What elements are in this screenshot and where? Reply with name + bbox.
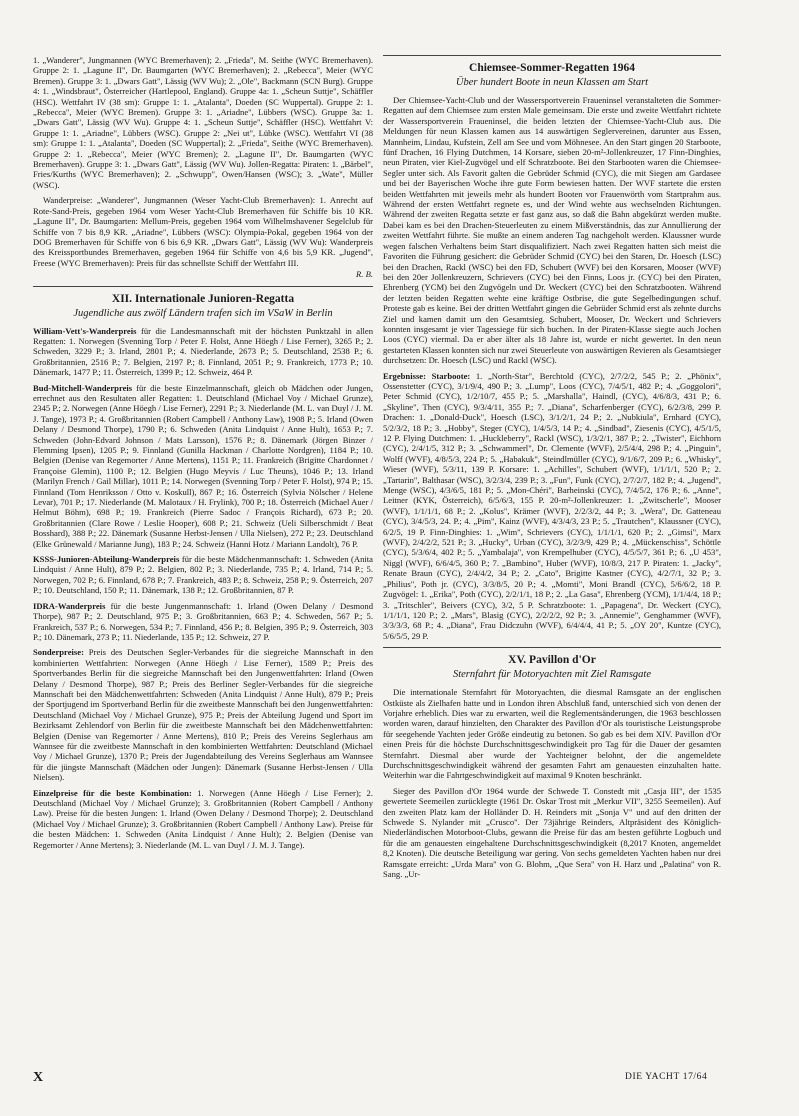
ksss-wanderpreis-paragraph (33, 554, 373, 596)
chiemsee-report-paragraph: Der Chiemsee-Yacht-Club und der Wassersportverein Fraueninsel veranstalteten die Sommer-Regatten auf dem Chiemsee zum ersten Male gemeinsam. Die erste und zweite Wettfahrt richtete der Wassersportverein Fraueninsel, die beiden letzten der Chiemsee-Yacht-Club aus. Die Meldungen für neun Klassen kamen aus 14 auswärtigen Seglervereinen, darunter aus Essen, Mannheim, Lindau, Kufstein, Zell am See und vom Möhnesee. An den Start gingen 20 Starboote, fünf Drachen, 16 Flying Dutchmen, 14 Korsare, sieben 20-m²-Jollenkreuzer, 17 Finn-Dinghies, neun Piraten, vier Kiel-Zugvögel und elf Schratzboote. Bei den Starbooten waren die Chiemsee-Segler unter sich. Als Favorit galten die Gebrüder Schmid (CYC), die mit Siegen am Gardasee und bei der Bayerischen Woche ihre gute Form bewiesen hatten. Der WVF startete die ersten beiden Wettfahrten mit jeweils mehr als hundert Booten vor Frauenwörth vom Startprahm aus. Während der ersten Wettfahrt regnete es, und der Wind wehte aus wechselnden Richtungen. Während der zweiten Regatta setzte er fast ganz aus, so daß die Bahn abgekürzt werden mußte. Dabei kam es bei den Drachen-Steuerleuten zu einem Mißverständnis, das zur Annullierung der zweiten Wettfahrt führte. Sie mußte an einem anderen Tag nachgeholt werden. Klaussner wurde wegen falschen Verhaltens beim Start disqualifiziert. Nach zwei Regatten hatten sich meist die Favoriten die Führung gesichert: die Gebrüder Schmid (CYC) bei den Staren, Dr. Hoesch (LSC) bei den Drachen, Rackl (WSC) bei den FD, Schubert (WVF) bei den Korsaren, Mooser (WVF) bei den 20er Jollenkreuzern, Schrievers (CYC) bei den Finns, Loos jr. (CYC) bei den Piraten, Ehrenberg (YCM) bei den Zugvögeln und Dr. Weckert (CYC) bei den Schratzbooten. Während der letzten beiden Regatten wehte eine kräftige Ostbrise, die gute Segelbedingungen schuf. Proteste gab es keine. Bei der dritten Wettfahrt gingen die Gebrüder Schmid erst als zehnte durchs Ziel und kamen damit um den Gesamtsieg. Schubert, Mooser, Dr. Weckert und Schrievers konnten insgesamt je vier Tagessiege für sich buchen. In der Piraten-Klasse siegte auch Jochen Loos (CYC) viermal. Da er aber älter als 18 Jahre ist, wurde er nicht gewertet. In den neun gestarteten Klassen konnten sich nur zwei Steuerleute von auswärtigen Revieren als Gesamtsieger durchsetzen: Dr. Hoesch (LSC) und Rackl (WSC). (383, 95, 721, 366)
idra-wanderpreis-paragraph (33, 601, 373, 643)
ergebnisse-label: Ergebnisse: Starboote: (383, 370, 471, 381)
section-title-pavillon: XV. Pavillon d'Or (508, 654, 596, 667)
sonderpreise-paragraph (33, 647, 373, 782)
vett-text: für die Landesmannschaft mit der höchsten Punktzahl in allen Regatten: 1. Norwegen (Svenning Torp / Peter F. Holst, Anne Höegh / Lise Ferner), 3265 P.; 2. Schweden, 3229 P.; 3. Irland, 2801 P.; 4. Niederlande, 2673 P.; 5. Deutschland, 2538 P.; 6. Großbritannien, 2516 P.; 7. Belgien, 2197 P.; 8. Finnland, 2051 P.; 9. Frankreich, 1773 P.; 10. Dänemark, 1477 P.; 11. Österreich, 1399 P.; 12. Schweiz, 464 P. (33, 325, 373, 378)
section-divider (383, 55, 721, 56)
section-title-chiemsee: Chiemsee-Sommer-Regatten 1964 (469, 62, 635, 74)
author-initials: R. B. (356, 269, 373, 280)
chiemsee-results-paragraph (383, 371, 721, 642)
regatta-results-paragraph: 1. „Wanderer", Jungmannen (WYC Bremerhaven); 2. „Frieda", M. Seithe (WYC Bremerhaven). Gruppe 2: 1. „Lagune II", Dr. Baumgarten (WYC Bremerhaven); 2. „Rebecca", Meier (WYC Bremen). Gruppe 3: 1. „Dwars Gatt", Lässig (WV Wu); 2. „Ole", Backmann (SCN Burg). Gruppe 4: 1. „Windsbraut", Österreicher (Hartlepool, England). Gruppe 4a: 1. „Scheun Suttje", Schäffler (HSC). Wettfahrt IV (38 sm): Gruppe 1: 1. „Atalanta", Doeden (SC Wuppertal). Gruppe 2: 1. „Rebecca", Meier (WYC Bremen). Gruppe 3: 1. „Ariadne", Lübbers (WSC). Gruppe 3a: 1. „Dwars Gatt", Lässig (WV Wu). Gruppe 4: 1. „Scheun Suttje", Schäffler (HSC). Wettfahrt V: Gruppe 1: 1. „Ariadne", Lübbers (WSC). Gruppe 2: „Nei ut", Lübke (WSC). Wettfahrt VI (38 sm): Gruppe 1: 1. „Atalanta", Doeden (SC Wuppertal); 2. „Frieda", Seithe (WYC Bremerhaven). Gruppe 2: 1. „Rebecca", Meier (WYC Bremen); 2. „Lagune II", Dr. Baumgarten (WYC Bremerhaven). Gruppe 3: 1. „Dwars Gatt", Lässig (WV Wu). Jollen-Regatta: Piraten: 1. „Bärbel", Fries/Kurths (WYC Bremerhaven); 2. „Schwupp", Owen/Hansen (WSC); 3. „Wate", Müller (WSC). (33, 55, 373, 190)
ksss-label: KSSS-Junioren-Abteilung-Wanderpreis (33, 554, 180, 565)
idra-label: IDRA-Wanderpreis (33, 600, 106, 611)
section-title-junioren: XII. Internationale Junioren-Regatta (111, 292, 295, 305)
vett-wanderpreis-paragraph (33, 326, 373, 378)
wanderpreise-paragraph: Wanderpreise: „Wanderer", Jungmannen (Weser Yacht-Club Bremerhaven): 1. Anrecht auf Rote-Sand-Preis, gegeben 1964 vom Weser Yacht-Club Bremerhaven für Schiffe bis 10 KR. „Lagune II", Dr. Baumgarten: Mellum-Preis, gegeben 1964 vom Wilhelmshavener Segelclub für Schiffe von 7 bis 8,9 KR. „Ariadne", Lübbers (WSC): Olympia-Pokal, gegeben 1964 von der DOG Bremerhaven für Schiffe von 6 bis 6,9 KR. „Dwars Gatt", Lässig (WV Wu): Wanderpreis des Kreissportbundes Bremerhaven, gegeben 1964 für Schiffe von 4,6 bis 5,9 KR. „Jugend", Freese (WYC Bremerhaven): Preis für das schnellste Schiff der Wettfahrt III. (33, 195, 373, 268)
einzelpreise-label: Einzelpreise für die beste Kombination: (33, 787, 192, 798)
pavillon-intro-paragraph: Die internationale Sternfahrt für Motoryachten, die diesmal Ramsgate an der englischen Ostküste als Zielhafen hatte und in London ihren Abschluß fand, unterschied sich von denen der Vorjahre erheblich. Dies war zu erwarten, weil die Reglementsänderungen, die 1963 beschlossen worden waren, darauf hinzielten, den Charakter des Pavillon d'Or als touristische Leistungsprobe für seegehende Yachten jeder Größe eindeutig zu betonen. So gab es bei dem XIV. Pavillon d'Or einen Preis für die höchste Durchschnittsgeschwindigkeit pro Tag für die Dauer der gesamten Sternfahrt. Diesmal aber wurde der Yachteigner belohnt, der die angemeldete Durchschnittsgeschwindigkeit während der gesamten Fahrt am genauesten einzuhalten hatte. Weiterhin war die Fahrtgeschwindigkeit auf maximal 9 Knoten beschränkt. (383, 687, 721, 781)
section-divider (33, 286, 373, 287)
vett-label: William-Vett's-Wanderpreis (33, 325, 137, 336)
einzelpreise-text: 1. Norwegen (Anne Höegh / Lise Ferner); 2. Deutschland (Michael Voy / Michael Grunze); 3. Großbritannien (Robert Campbell / Anthony Law). Preise für die besten Jungen: 1. Irland (Owen Delany / Desmond Thorpe); 2. Deutschland (Michael Voy / Michael Grunze); 3. Großbritannien (Robert Campbell / Anthony Law). Preise für die besten Mädchen: 1. Schweden (Anita Lindquist / Anne Hult); 2. Belgien (Denise van Regemorter / Anne Mertens); 3. Niederlande (M. L. van Duyl / J. M. J. Tange). (33, 787, 373, 850)
page-number: X (33, 1070, 44, 1085)
ksss-text: für die beste Mädchenmannschaft: 1. Schweden (Anita Lindquist / Anne Hult), 879 P.; 2. Belgien, 802 P.; 3. Niederlande, 735 P.; 4. Irland, 714 P.; 5. Norwegen, 702 P.; 6. Finnland, 678 P.; 7. Frankreich, 483 P.; 8. Schweiz, 258 P.; 9. Österreich, 207 P.; 10. Deutschland, 150 P.; 11. Dänemark, 138 P.; 12. Großbritannien, 87 P. (33, 554, 373, 596)
section-subtitle-junioren: Jugendliche aus zwölf Ländern trafen sich im VSaW in Berlin (73, 307, 333, 319)
idra-text: für die beste Jungenmannschaft: 1. Irland (Owen Delany / Desmond Thorpe), 987 P.; 2. Deutschland, 975 P.; 3. Großbritannien, 663 P.; 4. Schweden, 567 P.; 5. Frankreich, 537 P.; 6. Norwegen, 534 P.; 7. Finnland, 456 P.; 8. Belgien, 395 P.; 9. Österreich, 303 P.; 10. Dänemark, 273 P.; 11. Niederlande, 135 P.; 12. Schweiz, 27 P. (33, 600, 373, 642)
ergebnisse-text: 1. „North-Star", Berchtold (CYC), 2/7/2/2, 545 P.; 2. „Phönix", Ossenstetter (CYC), 3/1/9/4, 490 P.; 3. „Lump", Loos (CYC), 7/4/5/1, 482 P.; 4. „Goggolori", Peter Schmid (CYC), 1/2/10/7, 455 P.; 5. „Marshalla", Haindl, (CYC), 4/6/8/3, 431 P.; 6. „Skyline", Then (CYC), 9/3/4/11, 355 P.; 7. „Diana", Scharfenberger (CYC), 6/2/3/8, 299 P. Drachen: 1. „Donald-Duck", Hoesch (LSC), 3/1/2/1, 24 P.; 2. „Nubkiula", Ernhard (CYC), 5/2/3/2, 18 P.; 3. „Hobby", Steger (CYC), 1/4/5/3, 14 P.; 4. „Sindbad", Ziesenis (CYC), 4/5/1/5, 12 P. Flying Dutchmen: 1. „Huckleberry", Rackl (WSC), 1/3/2/1, 387 P.; 2. „Twister", Eichhorn (CYC), 2/4/1/5, 312 P.; 3. „Schwammerl", Dr. Clemente (WVF), 2/5/4/4, 298 P.; 4. „Pinguin", Wolff (WVF), 4/8/5/3, 224 P.; 5. „Habakuk", Steindlmüller (CYC), 9/1/6/7, 209 P.; 6. „Whisky", Wieser (WVF), 5/3/11, 139 P. Korsare: 1. „Achilles", Schubert (WVF), 1/1/1/1, 520 P.; 2. „Tartarin", Balthasar (WSC), 3/2/3/4, 239 P.; 3. „Fun", Funk (CYC), 2/7/2/7, 182 P.; 4. „Jugend", Menge (WSC), 4/3/6/5, 181 P.; 5. „Mon-Chéri", Barheinski (CYC), 7/4/5/2, 176 P.; 6. „Anne", Leitner (KYK, Österreich), 6/5/6/3, 155 P. 20-m²-Jollenkreuzer: 1. „Zwitscherle", Mooser (WVF), 1/1/1/1, 68 P.; 2. „Kolus", Krämer (WVF), 2/2/3/2, 44 P.; 3. „Wera", Dr. Gatteneau (CYC), 3/4/5/3, 24. P.; 4. „Pim", Kainz (WVF), 4/3/4/3, 23 P.; 5. „Trautchen", Klaussner (CYC), 6/2/5, 19 P. Finn-Dinghies: 1. „Wim", Schrievers (CYC), 1/1/1/1, 620 P.; 2. „Gimsi", Marx (WVF), 2/4/2/2, 521 P.; 3. „Hucky", Urban (CYC), 3/2/3/9, 429 P.; 4. „Mückenschiss", Schöttle (CYC), 5/3/6/4, 402 P.; 5. „Yambalaja", von Krempelhuber (CYC), 4/5/5/7, 361 P.; 6. „U 453", Niggl (WVF), 6/6/4/5, 360 P.; 7. „Bambino", Huber (WVF), 10/8/3, 217 P. Piraten: 1. „Jacky", Renate Braun (CYC), 2/4/4/2, 34 P.; 2. „Cato", Brigitte Kastner (CYC), 4/2/7/1, 32 P.; 3. „Philius", Poth jr. (CYC), 3/3/8/5, 20 P.; 4. „Momti", Moni Brandl (CYC), 5/6/6/2, 18 P. Zugvögel: 1. „Erika", Poth (CYC), 2/2/1/1, 18 P.; 2. „La Gasa", Ehrenberg (YCM), 1/1/4/4, 18 P.; 3. „Tritschler", Beivers (CYC), 3/2, 5 P. Schratzboote: 1. „Papagena", Dr. Weckert (CYC), 1/1/1/1, 120 P.; 2. „Mars", Blasig (CYC), 2/2/2/2, 92 P.; 3. „Annemie", Genghammer (WVF), 3/3/3/3, 68 P.; 4. „Diana", Frau Didczuhn (WVF), 6/4/4/4, 41 P.; 5. „OY 20", Kuntze (CYC), 5/6/5/5, 29 P. (383, 370, 721, 641)
einzelpreise-paragraph (33, 788, 373, 850)
mitchell-text: für die beste Einzelmannschaft, gleich ob Mädchen oder Jungen, errechnet aus den Resultaten aller Regatten: 1. Deutschland (Michael Voy / Michael Grunze), 2345 P.; 2. Norwegen (Anne Höegh / Lise Ferner), 2291 P.; 3. Niederlande (M. L. van Duyl / J. M. J. Tange), 1973 P.; 4. Großbritannien (Robert Campbell / Anthony Law), 1908 P.; 5. Irland (Owen Delany / Desmond Thorpe), 1790 P.; 6. Schweden (Anita Lindquist / Anne Hult), 1653 P.; 7. Schweden (John-Edvard Johnson / Mats Larsson), 1576 P.; 8. Dänemark (Jörgen Binzer / Flemming Ipsen), 1205 P.; 9. Finnland (Gunilla Hackman / Charlotte Nordgren), 1184 P.; 10. Belgien (Denise van Regemorter / Anne Mertens), 1151 P.; 11. Frankreich (Brigitte Chardonnet / Françoise Glemin), 1100 P.; 12. Belgien (Hugo Meyvis / Luc Theuns), 1046 P.; 13. Irland (Marilyn French / Gail Millar), 1011 P.; 14. Norwegen (Svenning Torp / Peter F. Holst), 974 P.; 15. Finnland (Tom Henriksson / Otto v. Koskull), 867 P.; 16. Österreich (Sylvia Nölscher / Helene Levar), 701 P.; 17. Niederlande (M. Malotaux / H. Frylink), 700 P.; 18. Österreich (Michael Auer / Helmut Böhm), 698 P.; 19. Frankreich (Pierre Sadoc / François Richard), 673 P.; 20. Großbritannien (Clare Rowe / Leslie Hooper), 608 P.; 21. Schweiz (Ueli Silberschmidt / Beat Bosshard), 388 P.; 22. Dänemark (Susanne Herbst-Jensen / Ulla Nielsen), 272 P.; 23. Deutschland (Elke Grünewald / Marianne Jung), 183 P.; 24. Schweiz (Hanni Hotz / Mariann Landolt), 76 P. (33, 382, 373, 549)
pavillon-results-paragraph: Sieger des Pavillon d'Or 1964 wurde der Schwede T. Constedt mit „Casja III", der 1535 gewertete Seemeilen zurücklegte (1961 Dr. Oskar Trost mit „Merkur VII", 3255 Seemeilen). Auf den zweiten Platz kam der Holländer D. H. Reinders mit „Sonja V" und auf den dritten der Schwede S. Nylander mit „Crusco". Der 73jährige Reinders, Altpräsident des Königlich-Niederländischen Motorboot-Clubs, gewann die Preise für das am besten geführte Logbuch und für die am genauesten eingehaltene Durchschnittsgeschwindigkeit (8,2017 Knoten, angemeldet 8,2 Knoten). Die deutsche Beteiligung war gering. Von sechs gemeldeten Yachten haben nur drei Ramsgate erreicht: „Urda Mara" von G. Blohm, „Que Sera" von H. Harz und „Palatina" von R. Sang. „Ur- (383, 785, 721, 880)
left-column (33, 55, 373, 855)
section-subtitle-pavillon: Sternfahrt für Motoryachten mit Ziel Ramsgate (452, 669, 652, 681)
section-subtitle-chiemsee: Über hundert Boote in neun Klassen am Start (455, 77, 649, 88)
sonderpreise-text: Preis des Deutschen Segler-Verbandes für die siegreiche Mannschaft in den kombinierten Wettfahrten: Norwegen (Anne Höegh / Lise Ferner), 1589 P.; Preis des Sportverbandes Berlin für die siegreiche Mannschaft bei den Jungenwettfahrten: Irland (Owen Delany / Desmond Thorpe), 987 P.; Preis des Berliner Segler-Verbandes für die siegreiche Mannschaft bei den Mädchenwettfahrten: Schweden (Anita Lindquist / Anne Hult), 879 P.; Preis der Sportjugend im Sportverband Berlin für die zweitbeste Mannschaft bei den Jungenwettfahrten: Deutschland (Michael Voy / Michael Grunze), 975 P.; Preis der Abteilung Jugend und Sport im Bezirksamt Zehlendorf von Berlin für die zweitbeste Mannschaft bei den Mädchenwettfahrten: Belgien (Denise van Regemorter / Anne Mertens), 810 P.; Preis des Vereins Seglerhaus am Wannsee für die zweitbeste Mannschaft in den kombinierten Wettfahrten: Deutschland (Michael Voy / Michael Grunze), 1370 P.; Preis der Jugendabteilung des Vereins Seglerhaus am Wannsee für die jüngste Mannschaft (Mädchen oder Jungen): Dänemark (Susanne Herbst-Jensen / Ulla Nielsen). (33, 647, 373, 783)
mitchell-label: Bud-Mitchell-Wanderpreis (33, 382, 133, 393)
sonderpreise-label: Sonderpreise: (33, 647, 84, 658)
section-divider (383, 647, 721, 648)
mitchell-wanderpreis-paragraph (33, 383, 373, 550)
issue-label: DIE YACHT 17/64 (625, 1072, 708, 1082)
right-column (383, 55, 721, 884)
